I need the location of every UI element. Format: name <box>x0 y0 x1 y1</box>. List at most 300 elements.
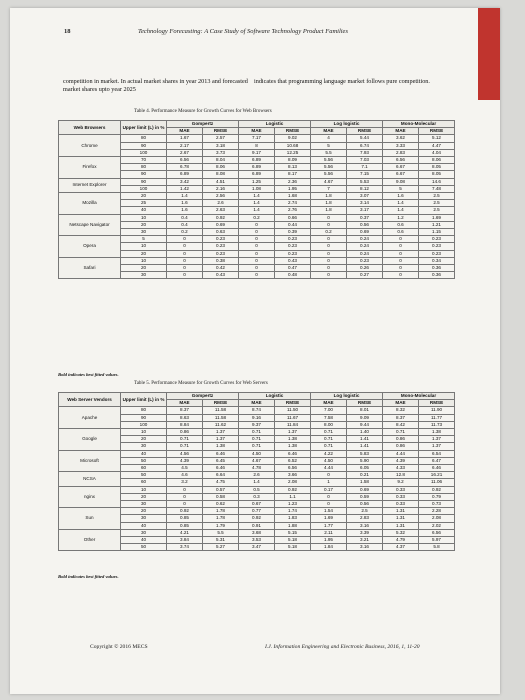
table-cell: 6.46 <box>203 465 239 472</box>
table-cell: 0.23 <box>419 236 455 243</box>
table-cell: 0 <box>167 501 203 508</box>
table-cell: 6.89 <box>167 171 203 178</box>
table-cell: 8.13 <box>275 164 311 171</box>
table-cell: 6.56 <box>383 157 419 164</box>
table-cell: 8.32 <box>383 407 419 414</box>
table-cell: 7.1 <box>347 164 383 171</box>
table-cell: 4.75 <box>203 479 239 486</box>
table5-note: Bold indicates best fitted values. <box>58 574 119 579</box>
table-row <box>59 257 455 264</box>
table-cell: 0.62 <box>203 501 239 508</box>
table-cell: 0 <box>311 265 347 272</box>
table4-caption: Table 4. Performance Measure for Growth Curves for Web Browsers <box>134 109 272 114</box>
table-cell: 10 <box>121 214 167 221</box>
table-cell: 1.88 <box>275 522 311 529</box>
table-cell: 0 <box>311 257 347 264</box>
table-cell: 0.43 <box>275 257 311 264</box>
table-cell: 8.84 <box>167 421 203 428</box>
table-cell: 8.05 <box>419 164 455 171</box>
table-cell: 40 <box>121 522 167 529</box>
table-cell: 40 <box>121 450 167 457</box>
table-cell: 20 <box>121 221 167 228</box>
table-cell: 90 <box>121 142 167 149</box>
table-cell: 30 <box>121 443 167 450</box>
table-cell: 0 <box>239 236 275 243</box>
table-cell: 4 <box>311 135 347 142</box>
table-cell: 2.28 <box>419 508 455 515</box>
table-row <box>59 529 455 536</box>
table-header-metric: MAE <box>167 128 203 135</box>
table-row <box>59 178 455 185</box>
table-cell: 1.38 <box>275 443 311 450</box>
table-cell: 7.58 <box>311 414 347 421</box>
table-cell: 8.05 <box>419 171 455 178</box>
table-cell: 1.8 <box>311 200 347 207</box>
table-cell: 0.23 <box>203 243 239 250</box>
table-cell: 0.21 <box>347 472 383 479</box>
table-cell: 8.12 <box>347 185 383 192</box>
table-cell: 1.84 <box>311 544 347 551</box>
table-cell: 1.4 <box>383 207 419 214</box>
table-cell: 10.68 <box>275 142 311 149</box>
table-cell: 0.71 <box>311 443 347 450</box>
table-cell: 0 <box>311 243 347 250</box>
table-cell: 6.74 <box>347 142 383 149</box>
table-cell: 4.50 <box>239 450 275 457</box>
table-cell: 1.31 <box>383 508 419 515</box>
table-cell: 7 <box>311 185 347 192</box>
table-cell: 0.33 <box>383 501 419 508</box>
table-cell: 1.6 <box>167 200 203 207</box>
table-cell: 1.37 <box>419 436 455 443</box>
table-cell: 20 <box>121 508 167 515</box>
table-cell: 7.17 <box>239 135 275 142</box>
table-cell: 0 <box>311 250 347 257</box>
table-cell: 2.5 <box>419 200 455 207</box>
table-cell: 6.47 <box>419 457 455 464</box>
table-cell: 3.21 <box>347 537 383 544</box>
table-cell: 1.41 <box>347 436 383 443</box>
table-cell: 0.71 <box>167 443 203 450</box>
table-cell: 6.46 <box>419 465 455 472</box>
table-header-metric: RMSE <box>419 128 455 135</box>
table-cell: 6.56 <box>419 529 455 536</box>
table-cell: 3.74 <box>167 544 203 551</box>
table-cell: 8.42 <box>383 421 419 428</box>
table-cell: 8.37 <box>383 414 419 421</box>
table-cell: 0.92 <box>419 486 455 493</box>
table-cell: 0.48 <box>275 272 311 279</box>
table-cell: 0.85 <box>167 515 203 522</box>
table-cell: 0.24 <box>347 236 383 243</box>
table-row <box>59 135 455 142</box>
table-cell: 0.34 <box>419 257 455 264</box>
table-cell: 6.46 <box>275 450 311 457</box>
table-cell: 6.52 <box>275 457 311 464</box>
table-cell: 20 <box>121 250 167 257</box>
table-cell: 7.03 <box>347 157 383 164</box>
table-cell: 0.67 <box>239 501 275 508</box>
intro-paragraph-left: competition in market. In actual market shares in year 2013 and forecasted market shares upto year 2025 <box>63 78 248 93</box>
table-cell: 11.67 <box>275 414 311 421</box>
table-cell: 8.37 <box>167 407 203 414</box>
table-cell: 90 <box>121 414 167 421</box>
table-cell: 3.16 <box>347 522 383 529</box>
table-cell: 0.27 <box>347 272 383 279</box>
table-cell: 2.17 <box>167 142 203 149</box>
row-group-label: NCSA <box>59 472 121 486</box>
table-cell: 1.68 <box>275 193 311 200</box>
table-cell: 1.4 <box>239 200 275 207</box>
table-cell: 6.46 <box>203 450 239 457</box>
page-number: 18 <box>64 28 71 35</box>
table-cell: 10 <box>121 257 167 264</box>
table-cell: 4.56 <box>167 450 203 457</box>
table-cell: 3.39 <box>347 529 383 536</box>
table-cell: 1.40 <box>347 429 383 436</box>
table-cell: 1.6 <box>383 193 419 200</box>
table-cell: 1.95 <box>275 185 311 192</box>
row-group-label: Sun <box>59 508 121 530</box>
table-header-model: Gompertz <box>167 121 239 128</box>
table-row <box>59 472 455 479</box>
table-cell: 1.38 <box>419 429 455 436</box>
table-cell: 100 <box>121 185 167 192</box>
table-cell: 8.63 <box>167 414 203 421</box>
table4-note: Bold indicates best fitted values. <box>58 372 119 377</box>
table-header-metric: MAE <box>383 128 419 135</box>
table-cell: 6.56 <box>275 465 311 472</box>
table-cell: 40 <box>121 207 167 214</box>
table-cell: 40 <box>121 537 167 544</box>
table-cell: 0 <box>239 229 275 236</box>
table-cell: 0.86 <box>167 429 203 436</box>
table-cell: 0 <box>311 214 347 221</box>
table-cell: 0.42 <box>203 265 239 272</box>
table-cell: 5.83 <box>347 450 383 457</box>
table-cell: 3.68 <box>239 529 275 536</box>
table-cell: 4.39 <box>167 457 203 464</box>
table-cell: 2.6 <box>203 200 239 207</box>
table-cell: 0.59 <box>347 493 383 500</box>
intro-paragraph-right: indicates that programming language market follows pure competition. <box>254 78 430 85</box>
table-cell: 0.43 <box>203 272 239 279</box>
table-cell: 0.71 <box>239 436 275 443</box>
table-cell: 0 <box>167 272 203 279</box>
table-cell: 20 <box>121 493 167 500</box>
table-cell: 3.16 <box>347 544 383 551</box>
table-cell: 2.67 <box>167 149 203 156</box>
table-header-metric: RMSE <box>275 400 311 407</box>
journal-citation: I.J. Information Engineering and Electronic Business, 2016, 1, 11-20 <box>265 644 420 650</box>
table-row <box>59 157 455 164</box>
table-cell: 0 <box>383 265 419 272</box>
table-cell: 6.89 <box>239 157 275 164</box>
table-cell: 4.22 <box>311 450 347 457</box>
table-cell: 30 <box>121 529 167 536</box>
table-cell: 0 <box>167 493 203 500</box>
table-cell: 11.58 <box>203 407 239 414</box>
table-cell: 1.4 <box>239 207 275 214</box>
table-cell: 1.58 <box>347 479 383 486</box>
table-cell: 1.77 <box>311 522 347 529</box>
table-cell: 4.67 <box>311 178 347 185</box>
table-cell: 0.5 <box>239 486 275 493</box>
table-cell: 20 <box>121 265 167 272</box>
table-cell: 0 <box>239 221 275 228</box>
table-cell: 4.50 <box>311 457 347 464</box>
table-cell: 9.44 <box>347 421 383 428</box>
table-cell: 3.62 <box>383 135 419 142</box>
table-cell: 2.57 <box>203 135 239 142</box>
table-cell: 0.92 <box>167 508 203 515</box>
table-cell: 2.16 <box>203 185 239 192</box>
table-header-col1: Web Server Vendors <box>59 393 121 407</box>
table-cell: 2.5 <box>419 193 455 200</box>
table-cell: 50 <box>121 544 167 551</box>
table-cell: 8.00 <box>311 421 347 428</box>
table-cell: 5.12 <box>419 135 455 142</box>
table-cell: 2.74 <box>275 200 311 207</box>
table-cell: 9.02 <box>275 135 311 142</box>
table-cell: 0.39 <box>275 229 311 236</box>
table-cell: 4.44 <box>311 465 347 472</box>
table-cell: 50 <box>121 472 167 479</box>
table-cell: 16.21 <box>419 472 455 479</box>
row-group-label: Mozilla <box>59 193 121 215</box>
row-group-label: Safari <box>59 257 121 279</box>
table-cell: 8.06 <box>203 164 239 171</box>
table-cell: 2.11 <box>311 529 347 536</box>
table-cell: 3.14 <box>347 200 383 207</box>
table-cell: 4.5 <box>167 465 203 472</box>
table-cell: 30 <box>121 229 167 236</box>
table-cell: 0.24 <box>347 243 383 250</box>
table-cell: 0.92 <box>239 515 275 522</box>
table-cell: 1.38 <box>275 436 311 443</box>
table-cell: 3.07 <box>347 193 383 200</box>
table-cell: 3.66 <box>275 472 311 479</box>
table-cell: 5.97 <box>419 537 455 544</box>
table-cell: 2.6 <box>239 472 275 479</box>
table-cell: 20 <box>121 436 167 443</box>
table-row <box>59 193 455 200</box>
table-cell: 11.73 <box>419 421 455 428</box>
row-group-label: Google <box>59 429 121 451</box>
table-cell: 11.58 <box>203 414 239 421</box>
table-header-col1: Web Browsers <box>59 121 121 135</box>
table-row <box>59 429 455 436</box>
table-cell: 2.63 <box>203 207 239 214</box>
table-cell: 0.26 <box>347 265 383 272</box>
table-header-metric: RMSE <box>347 128 383 135</box>
table-cell: 2.76 <box>275 207 311 214</box>
running-title: Technology Forecasting: A Case Study of Software Technology Product Families <box>138 28 348 35</box>
table-cell: 1.8 <box>311 193 347 200</box>
table-cell: 0.23 <box>419 250 455 257</box>
table-cell: 8.06 <box>419 157 455 164</box>
table-cell: 3.47 <box>239 544 275 551</box>
table-cell: 2.83 <box>383 149 419 156</box>
table-row <box>59 407 455 414</box>
row-group-label: Apache <box>59 407 121 429</box>
table-cell: 6.64 <box>203 472 239 479</box>
table-cell: 0.37 <box>347 214 383 221</box>
table-cell: 6.78 <box>167 164 203 171</box>
table-row <box>59 236 455 243</box>
row-group-label: Internet Explorer <box>59 178 121 192</box>
table-cell: 4.21 <box>167 529 203 536</box>
table-cell: 1.79 <box>203 522 239 529</box>
table-cell: 8 <box>239 142 275 149</box>
table-cell: 0.44 <box>275 221 311 228</box>
table-cell: 2.5 <box>419 207 455 214</box>
table-cell: 0.2 <box>239 214 275 221</box>
table-cell: 5.56 <box>311 157 347 164</box>
table-header-metric: MAE <box>311 400 347 407</box>
table-cell: 4.37 <box>383 544 419 551</box>
table-cell: 0.2 <box>167 229 203 236</box>
table-cell: 70 <box>121 157 167 164</box>
table-cell: 30 <box>121 515 167 522</box>
table-cell: 5.5 <box>311 149 347 156</box>
table-cell: 3.84 <box>167 537 203 544</box>
table-header-model: Logistic <box>239 393 311 400</box>
table-cell: 5.8 <box>419 544 455 551</box>
table-cell: 0.71 <box>311 436 347 443</box>
table-cell: 8.01 <box>347 407 383 414</box>
table-header-metric: MAE <box>239 128 275 135</box>
table-cell: 0 <box>383 257 419 264</box>
table-header-model: Log logistic <box>311 393 383 400</box>
table-cell: 5.32 <box>383 529 419 536</box>
table-cell: 0.4 <box>167 221 203 228</box>
table-cell: 1.95 <box>311 537 347 544</box>
table-cell: 2.83 <box>347 515 383 522</box>
table-cell: 11.84 <box>275 421 311 428</box>
table-header-metric: MAE <box>383 400 419 407</box>
table-cell: 0 <box>311 472 347 479</box>
row-group-label: nginx <box>59 486 121 508</box>
table-header-metric: RMSE <box>275 128 311 135</box>
table-cell: 0.36 <box>419 272 455 279</box>
row-group-label: Firefox <box>59 157 121 179</box>
table-cell: 1.8 <box>311 207 347 214</box>
table-cell: 60 <box>121 465 167 472</box>
table-cell: 30 <box>121 501 167 508</box>
table-cell: 6.05 <box>347 465 383 472</box>
table-cell: 5.27 <box>203 544 239 551</box>
table-header-model: Gompertz <box>167 393 239 400</box>
table-cell: 4.33 <box>383 465 419 472</box>
table-header-metric: MAE <box>167 400 203 407</box>
table-cell: 5.53 <box>347 178 383 185</box>
table-cell: 0 <box>167 257 203 264</box>
table-cell: 5.15 <box>275 529 311 536</box>
table-cell: 6.67 <box>383 171 419 178</box>
table-cell: 0.92 <box>203 214 239 221</box>
row-group-label: Opera <box>59 236 121 258</box>
table-cell: 12.25 <box>275 149 311 156</box>
table-cell: 4.51 <box>203 178 239 185</box>
table-cell: 7.15 <box>347 171 383 178</box>
table-cell: 4.47 <box>419 142 455 149</box>
table-cell: 60 <box>121 479 167 486</box>
table-cell: 0.38 <box>203 257 239 264</box>
table-cell: 0.33 <box>383 486 419 493</box>
table-cell: 8.04 <box>203 157 239 164</box>
table-cell: 11.06 <box>419 479 455 486</box>
table-cell: 1.08 <box>239 185 275 192</box>
table-cell: 0.23 <box>275 250 311 257</box>
table-cell: 6.89 <box>239 171 275 178</box>
table-cell: 7.00 <box>311 407 347 414</box>
table-cell: 4.44 <box>383 450 419 457</box>
table-cell: 0.2 <box>311 229 347 236</box>
table-cell: 0 <box>239 272 275 279</box>
table-header-metric: MAE <box>311 128 347 135</box>
table-cell: 0.56 <box>347 501 383 508</box>
table-cell: 0 <box>383 236 419 243</box>
table-header-model: Log logistic <box>311 121 383 128</box>
table-cell: 5.90 <box>347 457 383 464</box>
table-cell: 0.86 <box>383 436 419 443</box>
table-row <box>59 214 455 221</box>
row-group-label: Microsoft <box>59 450 121 472</box>
table-cell: 1.54 <box>311 508 347 515</box>
table-cell: 0.23 <box>419 243 455 250</box>
table-cell: 4.78 <box>239 465 275 472</box>
table-cell: 2.08 <box>275 479 311 486</box>
table-cell: 4.04 <box>419 149 455 156</box>
table-cell: 0.4 <box>167 214 203 221</box>
table-cell: 1.21 <box>419 221 455 228</box>
table-cell: 5.5 <box>203 529 239 536</box>
table-cell: 10 <box>121 429 167 436</box>
table-cell: 80 <box>121 135 167 142</box>
table-cell: 0 <box>311 501 347 508</box>
table-header-col2: Upper limit (L) in % <box>121 393 167 407</box>
table-cell: 1.67 <box>167 135 203 142</box>
table-cell: 10 <box>121 243 167 250</box>
table-cell: 5.31 <box>203 537 239 544</box>
table-cell: 9.17 <box>239 149 275 156</box>
table-cell: 90 <box>121 171 167 178</box>
table-cell: 1.78 <box>203 508 239 515</box>
table-cell: 5 <box>121 236 167 243</box>
table-cell: 1.37 <box>203 436 239 443</box>
table-cell: 1.38 <box>203 443 239 450</box>
table-cell: 5 <box>383 185 419 192</box>
table-cell: 0.47 <box>275 265 311 272</box>
table-cell: 1.6 <box>167 207 203 214</box>
table-cell: 2.08 <box>419 515 455 522</box>
table-cell: 20 <box>121 193 167 200</box>
table-cell: 1.42 <box>167 185 203 192</box>
table-header-metric: RMSE <box>203 400 239 407</box>
table-cell: 4.6 <box>167 472 203 479</box>
table-cell: 0.23 <box>347 257 383 264</box>
document-page <box>10 8 500 694</box>
table-cell: 0.63 <box>203 229 239 236</box>
table-cell: 0.79 <box>419 493 455 500</box>
table-cell: 2.36 <box>275 178 311 185</box>
table-cell: 80 <box>121 164 167 171</box>
table-cell: 0.69 <box>347 229 383 236</box>
table-cell: 8.74 <box>239 407 275 414</box>
table-cell: 0.6 <box>383 229 419 236</box>
table-cell: 2.56 <box>203 193 239 200</box>
